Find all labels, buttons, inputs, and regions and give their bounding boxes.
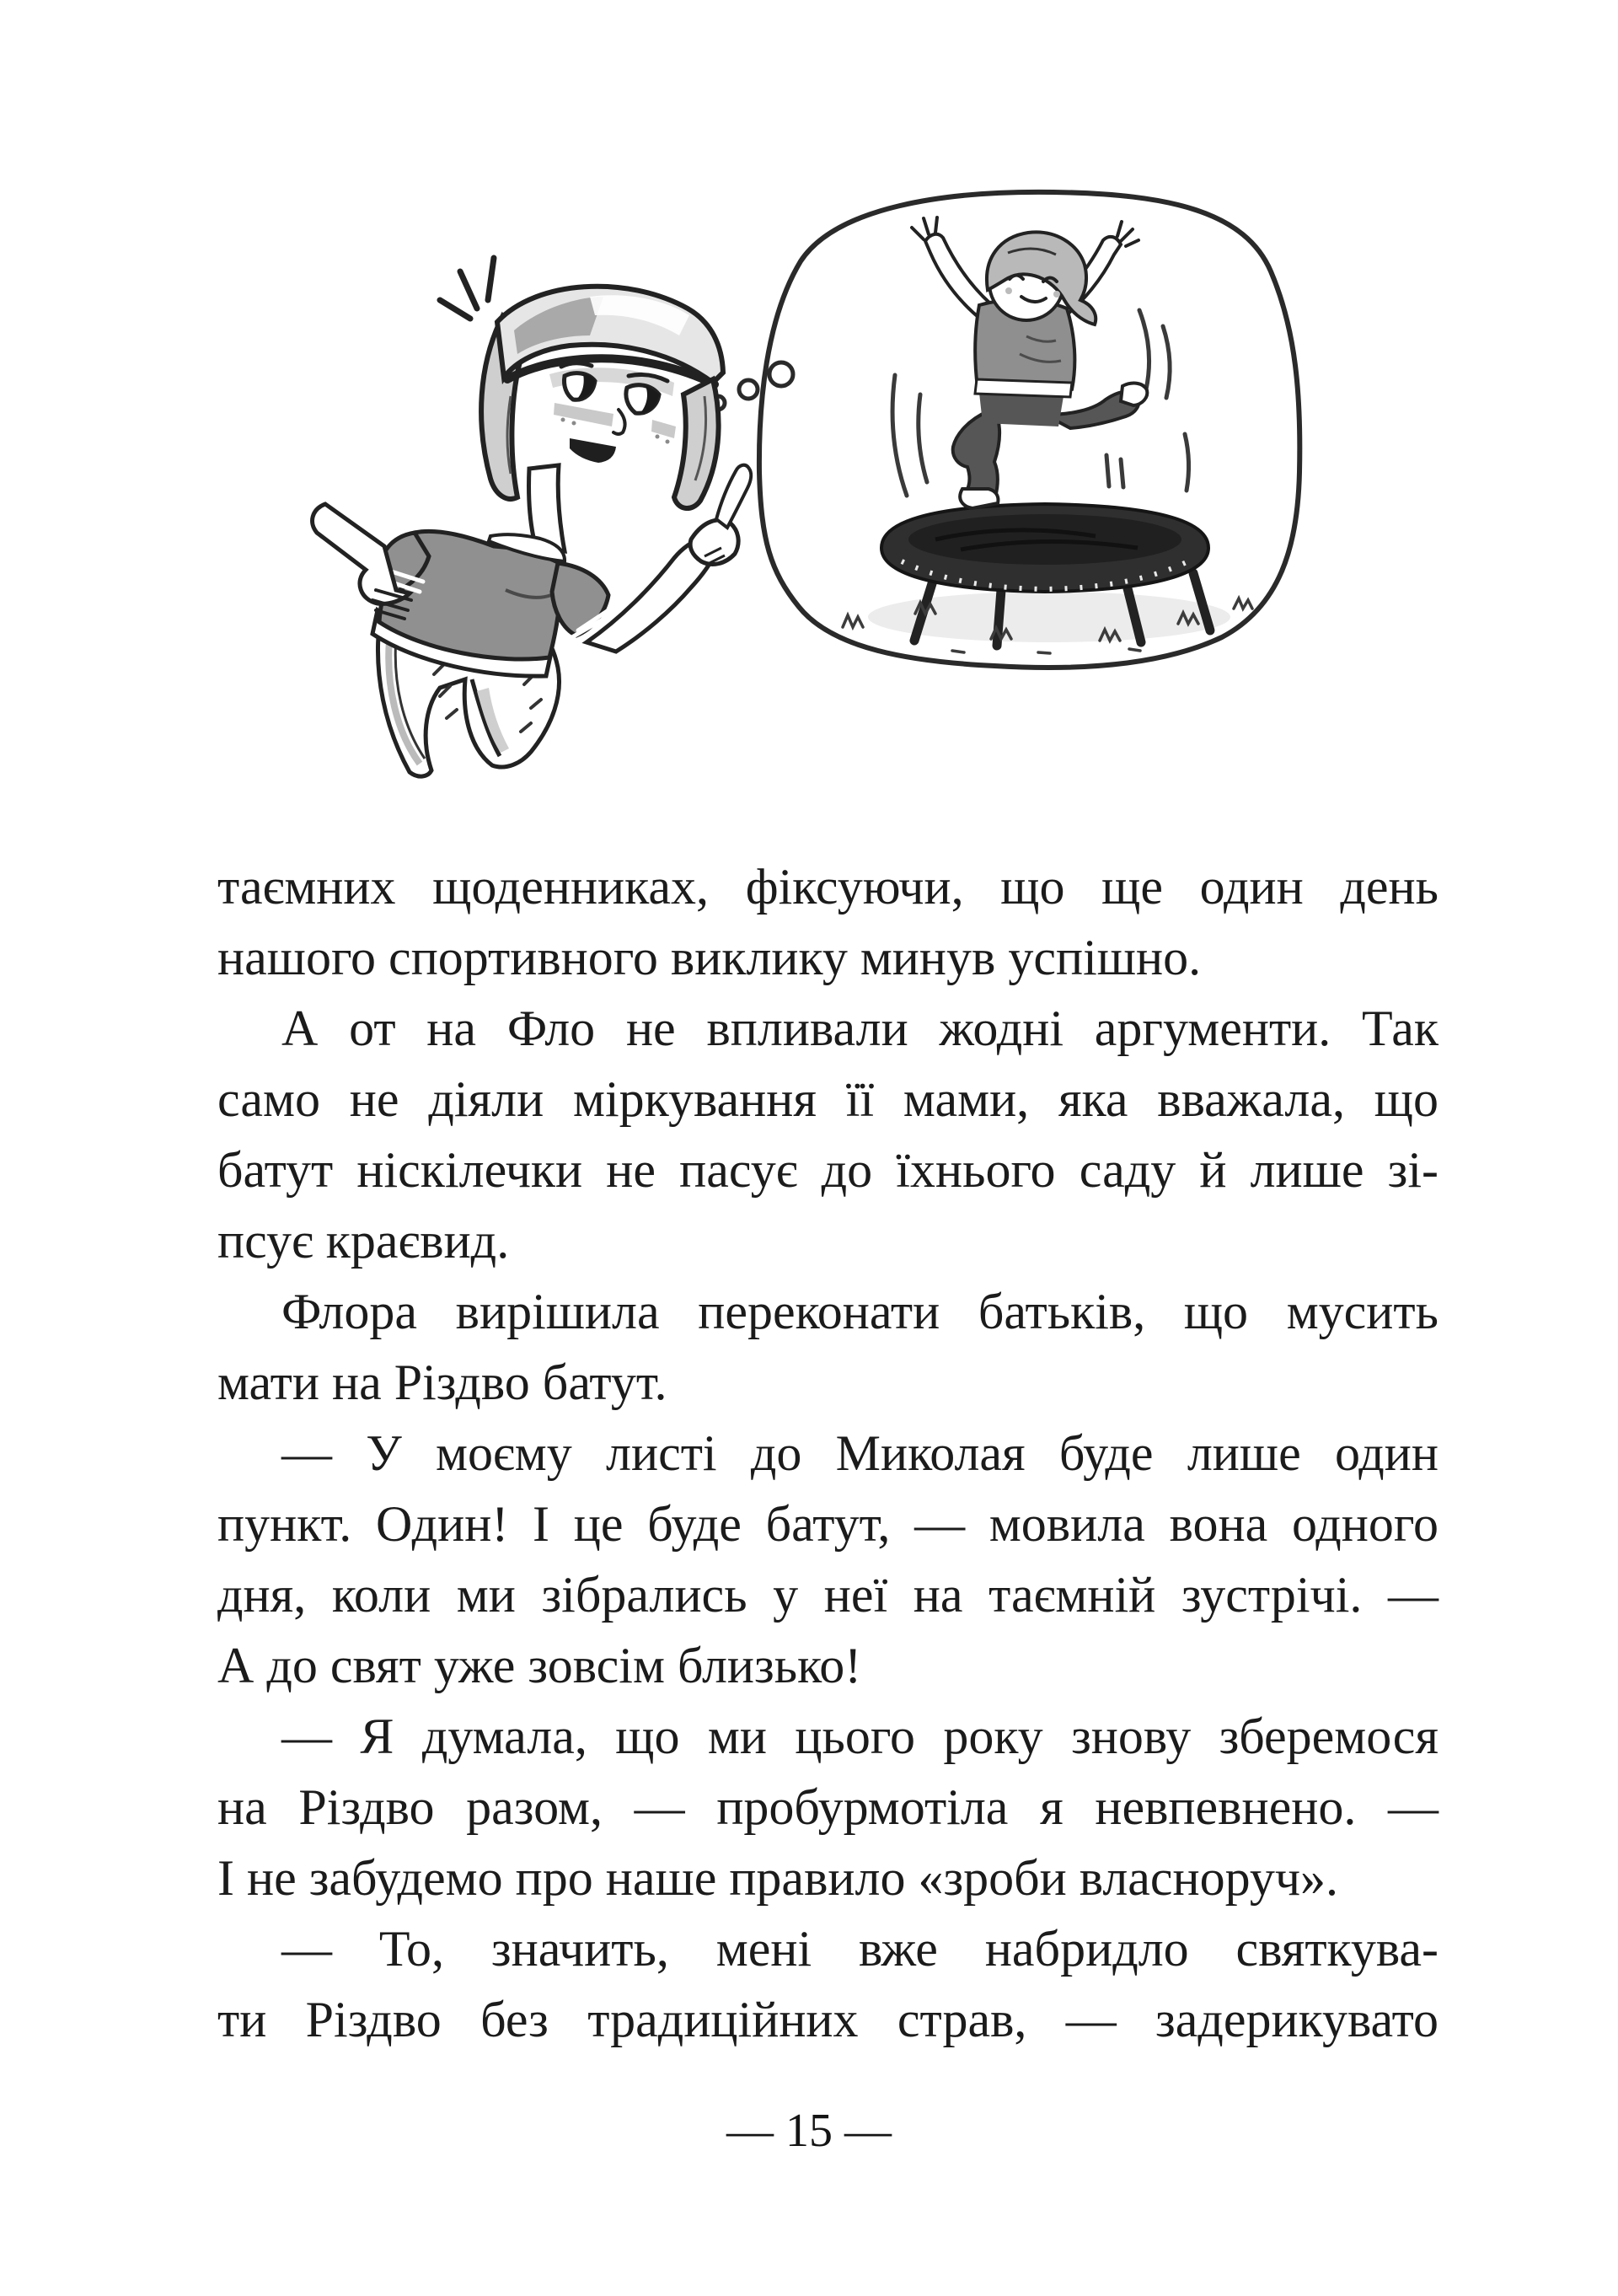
text-line: І не забудемо про наше правило «зроби власноруч».: [217, 1850, 1339, 1906]
text-line: пункт. Один! І це буде батут, — мовила вона одного: [217, 1496, 1439, 1552]
text-line: ти Різдво без традиційних страв, — задерикувато: [217, 1992, 1439, 2047]
chapter-illustration: [0, 0, 1618, 843]
index-finger: [716, 465, 751, 528]
girl-pointing-arm: [552, 465, 751, 652]
text-line: на Різдво разом, — пробурмотіла я невпевнено. —: [217, 1779, 1439, 1835]
text-line: батут ніскілечки не пасує до їхнього саду й лише зі-: [217, 1142, 1439, 1198]
kid-front-shoe: [960, 489, 998, 508]
page-text: [217, 851, 1439, 2055]
text-line: — То, значить, мені вже набридло святкува-: [281, 1921, 1439, 1977]
text-line: дня, коли ми зібрались у неї на таємній зустрічі. —: [217, 1567, 1439, 1623]
text-line: нашого спортивного виклику минув успішно.: [217, 930, 1202, 985]
text-line: псує краєвид.: [217, 1213, 510, 1269]
text-line: — Я думала, що ми цього року знову зберемося: [281, 1709, 1439, 1764]
text-line: А до свят уже зовсім близько!: [217, 1638, 862, 1693]
text-line: Флора вирішила переконати батьків, що мусить: [281, 1284, 1439, 1339]
girl-head: [546, 358, 682, 486]
text-line: А от на Фло не впливали жодні аргументи. Так: [281, 1000, 1439, 1056]
text-line: само не діяли міркування її мами, яка вважала, що: [217, 1071, 1439, 1127]
page-number: — 15 —: [726, 2105, 892, 2157]
pointing-fist: [690, 520, 738, 564]
text-line: мати на Різдво батут.: [217, 1355, 667, 1410]
surprise-ticks-icon: [440, 258, 494, 319]
text-line: таємних щоденниках, фіксуючи, що ще один день: [217, 859, 1439, 915]
kid-back-shoe: [1121, 384, 1147, 405]
text-line: — У моєму листі до Миколая буде лише один: [281, 1425, 1439, 1481]
thinking-girl-figure: [313, 258, 752, 776]
